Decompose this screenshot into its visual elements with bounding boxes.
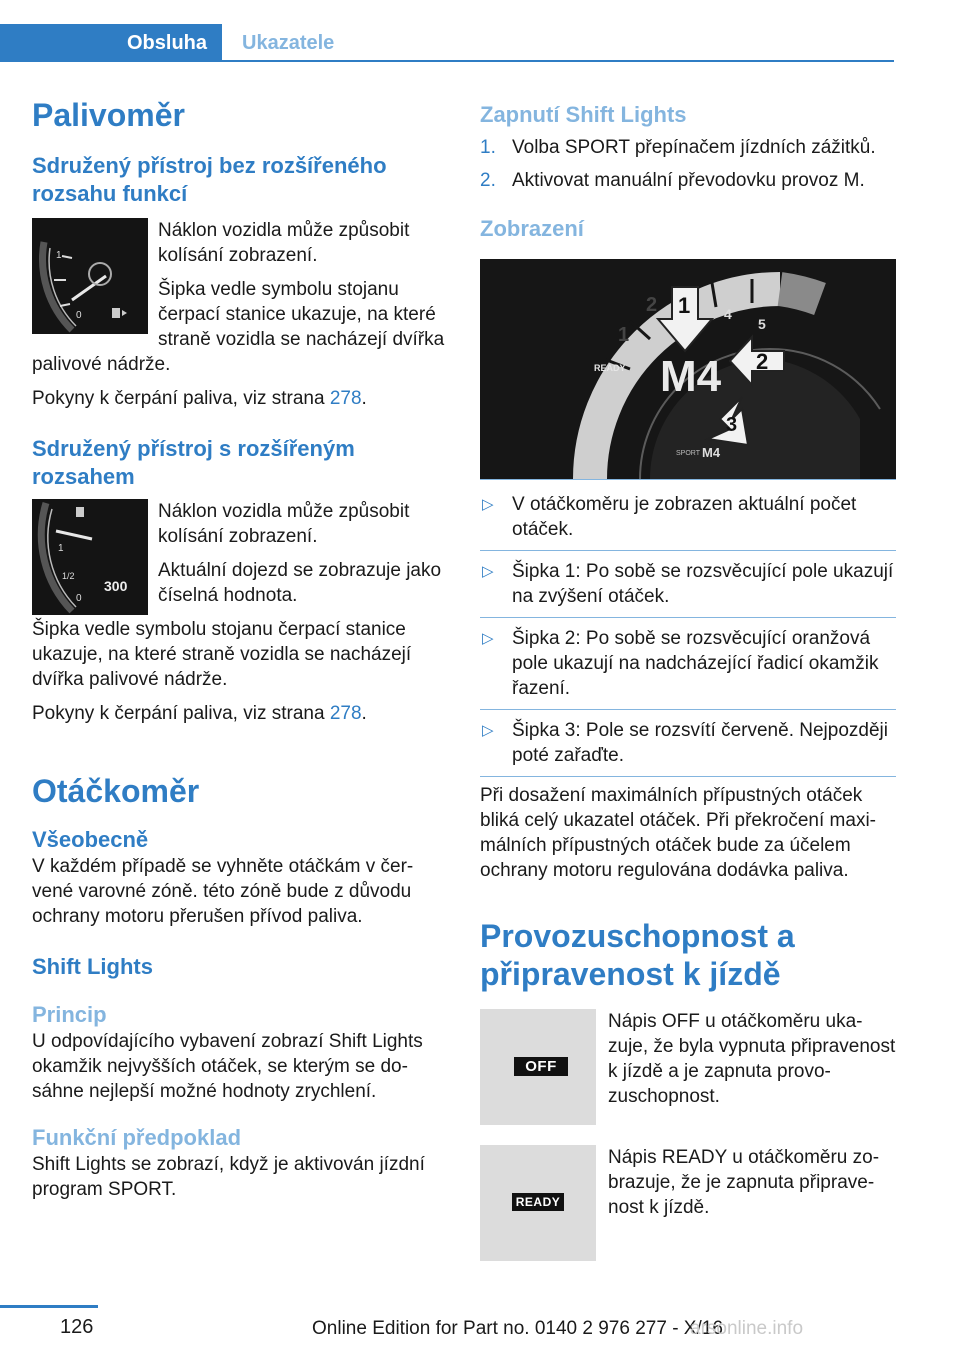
fuel-gauge-extended-graphic <box>32 499 148 615</box>
list-item-text: Šipka 1: Po sobě se rozsvěcující pole ukazují na zvýšení otáček. <box>512 561 894 607</box>
gauge-mark-0: 0 <box>76 310 82 321</box>
off-section <box>480 1009 896 1125</box>
ready-indicator-image <box>480 1145 596 1261</box>
step-item <box>480 168 896 193</box>
tick-label-4: 4 <box>724 306 732 322</box>
callout-arrow-1-label: 1 <box>678 293 691 318</box>
funkcni-text: Shift Lights se zobrazí, když je aktivován jízdní program SPORT. <box>32 1154 425 1200</box>
heading-zobrazeni: Zobrazení <box>480 216 584 241</box>
heading-shift-lights: Shift Lights <box>32 954 153 979</box>
triangle-bullet-icon: ▷ <box>482 630 494 647</box>
s-text-2: Aktuální dojezd se zobrazuje jako číselná hodnota. <box>158 560 442 606</box>
fuel-gauge-graphic <box>32 218 148 334</box>
heading-otackomer: Otáčkoměr <box>32 773 200 809</box>
section-bez <box>32 218 448 411</box>
gauge-mark-1: 1 <box>58 543 64 554</box>
page-link-278-a[interactable]: 278 <box>329 388 362 409</box>
heading-funkcni-predpoklad: Funkční předpoklad <box>32 1125 242 1150</box>
off-badge: OFF <box>514 1057 568 1076</box>
page-link-278-b[interactable]: 278 <box>329 703 362 724</box>
step-number: 1. <box>480 137 496 158</box>
bez-text-3-label: Pokyny k čerpání paliva, viz strana <box>32 388 330 409</box>
header-rule <box>222 60 894 62</box>
triangle-bullet-icon: ▷ <box>482 722 494 739</box>
ready-label: READY <box>594 363 626 373</box>
s-text-1: Náklon vozidla může způsobit kolísání zobrazení. <box>158 501 410 547</box>
left-column <box>32 96 448 1202</box>
footer-rule <box>0 1305 98 1308</box>
heading-bez-rozsireni: Sdružený přístroj bez rozšířeného rozsahu funkcí <box>32 153 387 206</box>
ready-section <box>480 1145 896 1261</box>
section-s <box>32 499 448 726</box>
list-item <box>480 492 896 542</box>
off-indicator-image <box>480 1009 596 1125</box>
heading-zapnuti: Zapnutí Shift Lights <box>480 102 687 127</box>
bez-text-2: Šipka vedle symbolu stojanu čerpací stanice ukazuje, na které straně vozidla se nacházejí dvířka palivové nádrže. <box>32 279 445 375</box>
callout-arrow-2-label: 2 <box>756 349 769 374</box>
off-text: Nápis OFF u otáčkoměru ukazuje, že byla vypnuta připravenost k jízdě a je zapnuta provozuschopnost. <box>608 1011 896 1107</box>
fuel-gauge-image-basic <box>32 218 148 334</box>
heading-princip: Princip <box>32 1002 107 1027</box>
fuel-gauge-image-extended <box>32 499 148 615</box>
heading-palivomer: Palivoměr <box>32 97 185 133</box>
header-tabs <box>0 24 894 62</box>
tick-label-1: 1 <box>618 324 630 346</box>
callout-arrow-3-label: 3 <box>726 414 738 436</box>
watermark-text: arsonline.info <box>690 1318 804 1339</box>
max-rpm-text: Při dosažení maximálních přípustných otáček bliká celý ukazatel otáček. Při překročení maximálních přípustných otáček bude za účelem ochrany motoru regulována dodávka paliva. <box>480 785 876 881</box>
step-item <box>480 135 896 160</box>
princip-text: U odpovídajícího vybavení zobrazí Shift Lights okamžik nejvyšších otáček, se kterým se dosáhne nejlepší možné hodnoty zrychlení. <box>32 1031 423 1102</box>
steps-list <box>480 135 896 193</box>
ready-badge: READY <box>512 1193 564 1211</box>
tick-label-5: 5 <box>758 316 766 332</box>
step-text: Volba SPORT přepínačem jízdních zážitků. <box>512 137 876 158</box>
heading-provozuschopnost: Provozuschopnost a připravenost k jízdě <box>480 918 795 992</box>
sport-gear: M4 <box>702 445 721 460</box>
ready-text: Nápis READY u otáčkoměru zobrazuje, že je zapnuta připravenost k jízdě. <box>608 1147 880 1218</box>
right-column <box>480 96 896 1261</box>
tab-ukazatele[interactable]: Ukazatele <box>242 32 335 54</box>
shift-lights-display-image <box>480 259 896 479</box>
list-item-text: V otáčkoměru je zobrazen aktuální počet otáček. <box>512 494 857 540</box>
gear-indicator: M4 <box>660 352 722 401</box>
list-item-text: Šipka 3: Pole se rozsvítí červeně. Nejpozději poté zařaďte. <box>512 720 888 766</box>
tachometer-graphic <box>480 259 896 479</box>
list-item <box>480 550 896 609</box>
edition-text: Online Edition for Part no. 0140 2 976 277 - X/16 <box>312 1318 723 1339</box>
list-item <box>480 709 896 768</box>
gauge-mark-0: 0 <box>76 593 82 604</box>
triangle-bullet-icon: ▷ <box>482 496 494 513</box>
step-text: Aktivovat manuální převodovku provoz M. <box>512 170 865 191</box>
heading-s-rozsirenim: Sdružený přístroj s rozšířeným rozsahem <box>32 436 355 489</box>
s-text-3: Šipka vedle symbolu stojanu čerpací stanice ukazuje, na které straně vozidla se nacházejí dvířka palivové nádrže. <box>32 619 412 690</box>
step-number: 2. <box>480 170 496 191</box>
s-text-4-end: . <box>361 703 367 724</box>
triangle-bullet-icon: ▷ <box>482 563 494 580</box>
explanation-list <box>480 492 896 768</box>
gauge-range-value: 300 <box>104 578 128 594</box>
heading-vseobecne: Všeobecně <box>32 827 149 852</box>
s-text-4 <box>32 701 448 726</box>
bez-text-1: Náklon vozidla může způsobit kolísání zobrazení. <box>158 220 410 266</box>
list-item <box>480 617 896 701</box>
vseobecne-text: V každém případě se vyhněte otáčkám v červené varovné zóně. této zóně bude z důvodu ochrany motoru přerušen přívod paliva. <box>32 856 414 927</box>
tick-label-2: 2 <box>646 294 658 316</box>
gauge-mark-half: 1/2 <box>62 571 75 581</box>
bez-text-3 <box>32 386 448 411</box>
page-number: 126 <box>60 1316 94 1338</box>
gauge-mark-1: 1 <box>56 250 62 261</box>
list-item-text: Šipka 2: Po sobě se rozsvěcující oranžová pole ukazují na nadcházející řadicí okamžik řazení. <box>512 628 879 699</box>
bez-text-3-end: . <box>361 388 367 409</box>
s-text-4-label: Pokyny k čerpání paliva, viz strana <box>32 703 330 724</box>
tab-obsluha[interactable]: Obsluha <box>0 24 222 62</box>
sport-label: SPORT <box>676 450 700 457</box>
